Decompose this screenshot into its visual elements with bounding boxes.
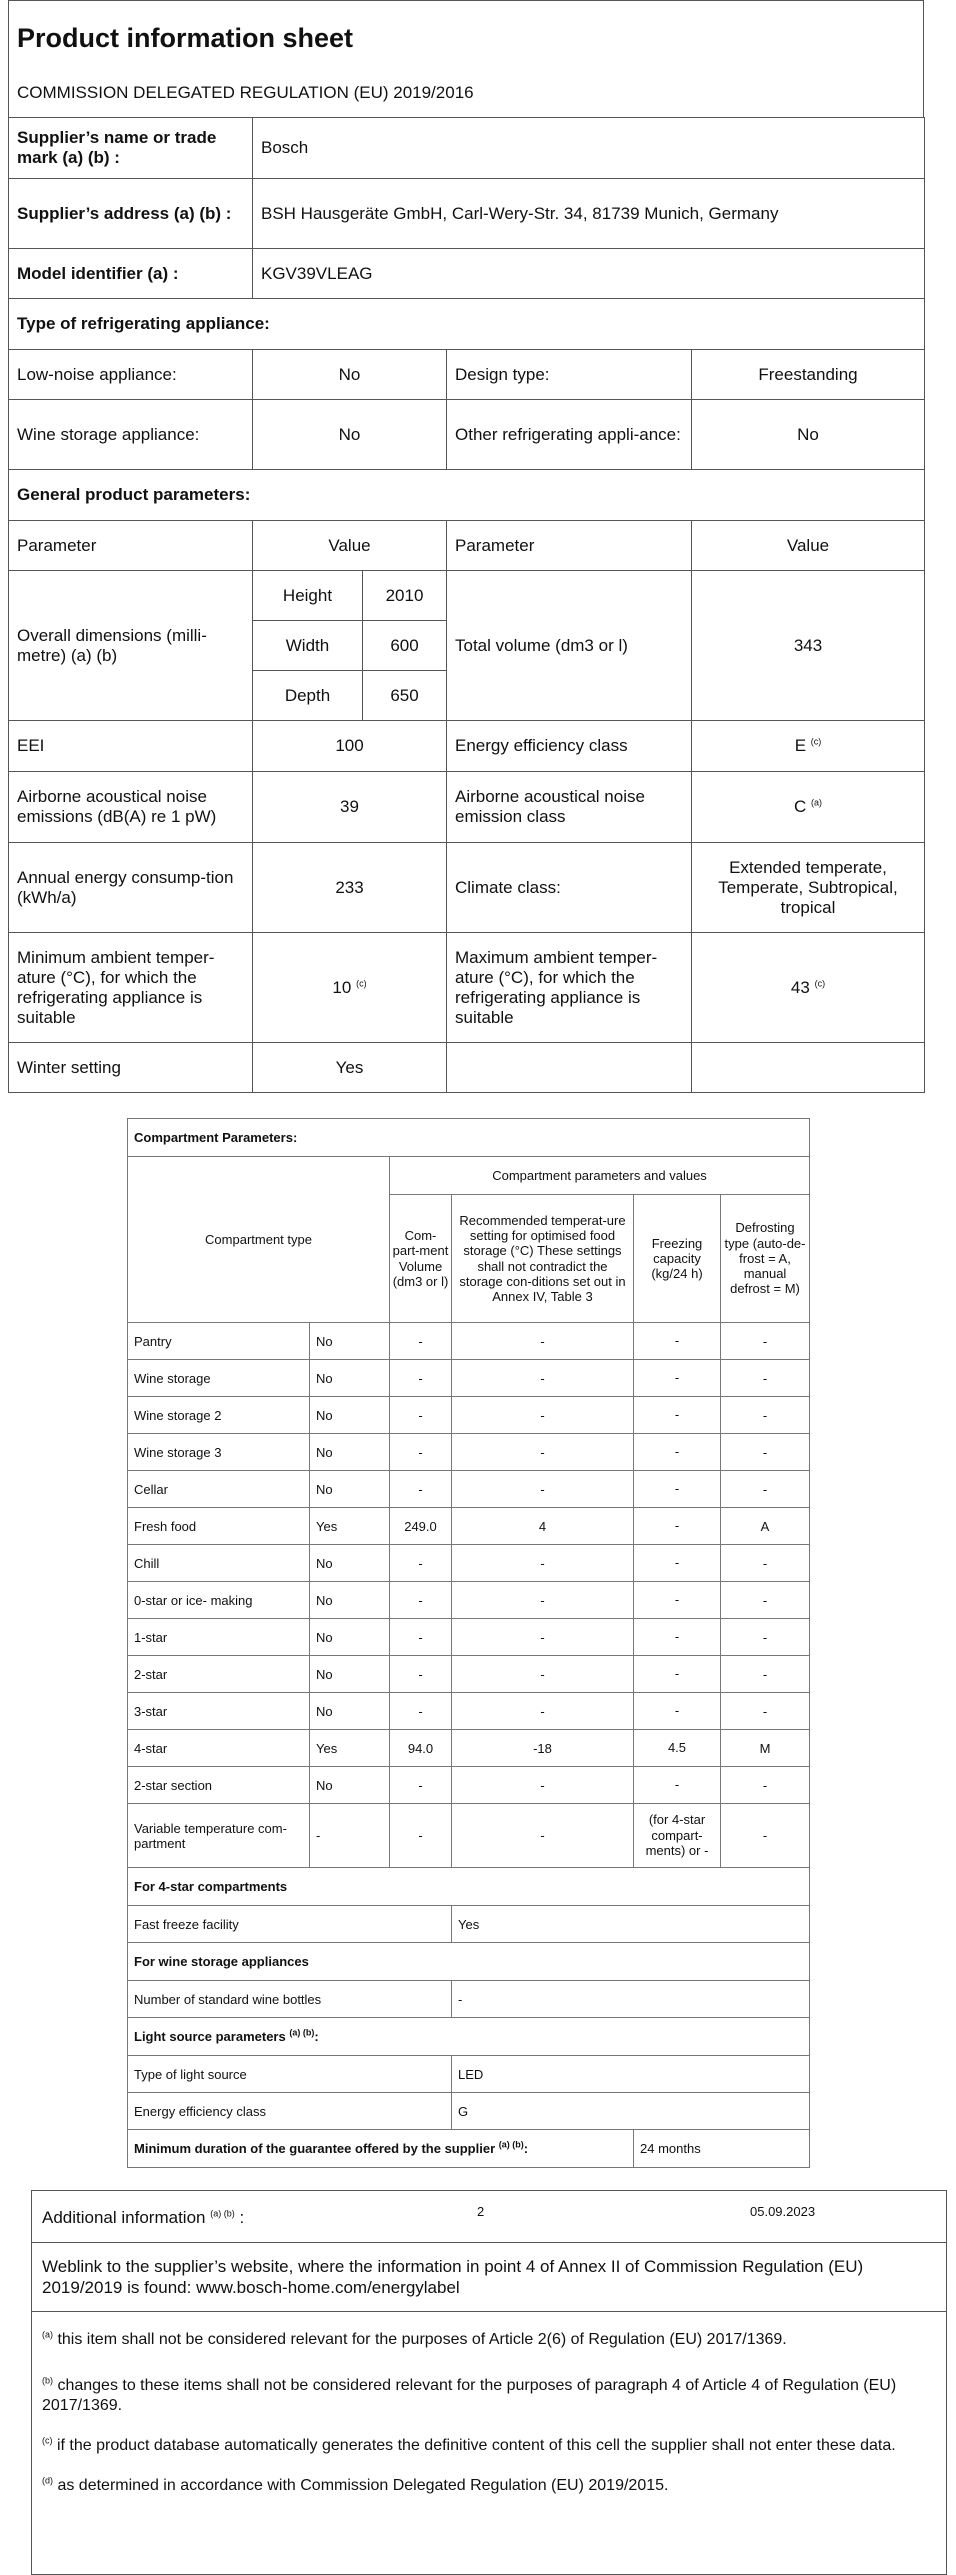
compartment-freezing: - <box>634 1434 721 1471</box>
footnote-d <box>42 2476 936 2496</box>
compartment-present: No <box>310 1582 390 1619</box>
compartment-name: 1-star <box>128 1619 310 1656</box>
compartment-name: Fresh food <box>128 1508 310 1545</box>
compartment-volume: 249.0 <box>390 1508 452 1545</box>
noise-class-label: Airborne acoustical noise emission class <box>447 772 692 843</box>
compartment-volume: - <box>390 1397 452 1434</box>
compartment-volume: 94.0 <box>390 1730 452 1767</box>
footnote-a-mark: (a) <box>42 2329 53 2340</box>
footnote-b-text: changes to these items shall not be considered relevant for the purposes of paragraph 4 of Article 4 of Regulation (EU) 2017/1369. <box>42 2377 897 2414</box>
min-temperature-label: Minimum ambient temper-ature (°C), for which the refrigerating appliance is suitable <box>9 933 253 1043</box>
fast-freeze-row <box>128 1906 810 1943</box>
supplier-address-row <box>9 179 925 249</box>
wine-storage-label: Wine storage appliance: <box>9 400 253 470</box>
winter-setting-label: Winter setting <box>9 1043 253 1093</box>
model-identifier-value: KGV39VLEAG <box>253 249 925 299</box>
compartment-volume: - <box>390 1323 452 1360</box>
dimensions-row <box>9 571 925 621</box>
noise-emissions-value: 39 <box>253 772 447 843</box>
compartment-name: 2-star <box>128 1656 310 1693</box>
wine-bottles-value: - <box>452 1981 810 2018</box>
guarantee-label: Minimum duration of the guarantee offered by the supplier <box>134 2141 496 2156</box>
footnote-c-mark: (c) <box>42 2435 53 2446</box>
height-value: 2010 <box>363 571 447 621</box>
compartment-volume: - <box>390 1360 452 1397</box>
compartment-present: No <box>310 1434 390 1471</box>
light-source-heading-cell: Light source parameters $^{(a) (b)}$: <box>128 2018 810 2056</box>
compartment-freezing: - <box>634 1656 721 1693</box>
compartment-defrost: - <box>721 1545 810 1582</box>
compartment-temp: 4 <box>452 1508 634 1545</box>
compartment-temp: - <box>452 1397 634 1434</box>
compartment-name: Wine storage 3 <box>128 1434 310 1471</box>
compartment-temp: - <box>452 1323 634 1360</box>
footnote-b-mark: (b) <box>42 2375 53 2386</box>
width-value: 600 <box>363 621 447 671</box>
temperature-header: Recommended temperat-ure setting for optimised food storage (°C) These settings shall not contradict the storage con-ditions set out in Annex IV, Table 3 <box>452 1195 634 1323</box>
min-temperature-cell <box>253 933 447 1043</box>
compartment-freezing: (for 4-star compart-ments) or - <box>634 1804 721 1868</box>
annual-energy-label: Annual energy consump-tion (kWh/a) <box>9 843 253 933</box>
light-type-value: LED <box>452 2056 810 2093</box>
noise-row <box>9 772 925 843</box>
footnote-d-text: as determined in accordance with Commission Delegated Regulation (EU) 2019/2015. <box>57 2477 669 2494</box>
wine-bottles-row <box>128 1981 810 2018</box>
parameter-column-header-2: Parameter <box>447 521 692 571</box>
compartment-present: - <box>310 1804 390 1868</box>
compartment-defrost: - <box>721 1767 810 1804</box>
supplier-address-label: Supplier’s address (a) (b) : <box>9 179 253 249</box>
additional-info-header-row <box>32 2191 947 2243</box>
compartment-name: Chill <box>128 1545 310 1582</box>
page-title: Product information sheet <box>17 23 354 53</box>
compartment-name: 3-star <box>128 1693 310 1730</box>
additional-information-box <box>31 2190 947 2575</box>
eei-value: 100 <box>253 721 447 772</box>
additional-info-label-wrap: Additional information $^{(a) (b)}$ : <box>42 2208 245 2227</box>
compartment-temp: - <box>452 1804 634 1868</box>
other-appliance-value: No <box>692 400 925 470</box>
compartment-present: No <box>310 1360 390 1397</box>
light-source-notes: (a) (b) <box>289 2027 315 2038</box>
additional-info-label: Additional information <box>42 2208 206 2227</box>
other-appliance-label: Other refrigerating appli-ance: <box>447 400 692 470</box>
weblink-text: Weblink to the supplier’s website, where the information in point 4 of Annex II of Commission Regulation (EU) 2019/2019 is found: www.bosch-home.com/energylabel <box>32 2243 947 2312</box>
compartment-row <box>128 1323 810 1360</box>
winter-setting-value: Yes <box>253 1043 447 1093</box>
energy-class-note: (c) <box>810 736 822 747</box>
compartment-row <box>128 1508 810 1545</box>
compartment-defrost: - <box>721 1397 810 1434</box>
compartment-heading-row <box>128 1119 810 1157</box>
compartment-freezing: 4.5 <box>634 1730 721 1767</box>
compartment-freezing: - <box>634 1619 721 1656</box>
compartment-name: 4-star <box>128 1730 310 1767</box>
compartment-defrost: - <box>721 1619 810 1656</box>
compartment-row <box>128 1619 810 1656</box>
compartment-row <box>128 1804 810 1868</box>
max-temperature-cell <box>692 933 925 1043</box>
max-temperature-note: (c) <box>814 977 826 988</box>
model-identifier-label: Model identifier (a) : <box>9 249 253 299</box>
compartment-row <box>128 1397 810 1434</box>
footnote-a-text: this item shall not be considered relevant for the purposes of Article 2(6) of Regulation (EU) 2017/1369. <box>57 2331 787 2348</box>
compartment-temp: - <box>452 1656 634 1693</box>
value-column-header-2: Value <box>692 521 925 571</box>
product-information-sheet <box>8 0 924 1093</box>
noise-class-value: C <box>793 797 807 816</box>
parameter-column-header: Parameter <box>9 521 253 571</box>
compartment-row <box>128 1730 810 1767</box>
supplier-name-row <box>9 118 925 179</box>
appliance-type-heading-row <box>9 299 925 350</box>
compartment-defrost: - <box>721 1360 810 1397</box>
min-temperature-note: (c) <box>356 977 367 988</box>
low-noise-row <box>9 350 925 400</box>
depth-value: 650 <box>363 671 447 721</box>
compartment-defrost: A <box>721 1508 810 1545</box>
compartment-temp: - <box>452 1582 634 1619</box>
energy-class-label: Energy efficiency class <box>447 721 692 772</box>
compartment-volume: - <box>390 1582 452 1619</box>
compartment-name: Variable temperature com-partment <box>128 1804 310 1868</box>
compartment-defrost: - <box>721 1434 810 1471</box>
compartment-temp: - <box>452 1434 634 1471</box>
compartment-temp: - <box>452 1619 634 1656</box>
compartment-temp: - <box>452 1471 634 1508</box>
compartment-temp: - <box>452 1693 634 1730</box>
total-volume-value: 343 <box>692 571 925 721</box>
compartment-temp: - <box>452 1767 634 1804</box>
compartment-freezing: - <box>634 1693 721 1730</box>
additional-info-notes: (a) (b) <box>210 2208 235 2219</box>
compartment-name: 2-star section <box>128 1767 310 1804</box>
compartment-row <box>128 1360 810 1397</box>
compartment-defrost: - <box>721 1693 810 1730</box>
footnotes <box>32 2312 947 2575</box>
general-parameters-heading: General product parameters: <box>9 470 925 521</box>
compartment-row <box>128 1656 810 1693</box>
compartment-present: Yes <box>310 1508 390 1545</box>
light-type-row <box>128 2056 810 2093</box>
light-class-label: Energy efficiency class <box>128 2093 452 2130</box>
min-temperature-value: 10 <box>332 977 352 997</box>
page-number: 2 <box>477 2204 485 2219</box>
compartment-present: No <box>310 1397 390 1434</box>
compartment-volume: - <box>390 1656 452 1693</box>
compartment-defrost: - <box>721 1656 810 1693</box>
compartment-defrost: - <box>721 1471 810 1508</box>
compartment-volume: - <box>390 1693 452 1730</box>
compartment-parameters-heading: Compartment Parameters: <box>128 1119 810 1157</box>
fast-freeze-value: Yes <box>452 1906 810 1943</box>
sheet-date: 05.09.2023 <box>750 2204 816 2219</box>
light-class-value: G <box>452 2093 810 2130</box>
compartment-present: No <box>310 1656 390 1693</box>
design-type-value: Freestanding <box>692 350 925 400</box>
compartment-present: No <box>310 1471 390 1508</box>
appliance-type-heading: Type of refrigerating appliance: <box>9 299 925 350</box>
volume-header: Com-part-ment Volume (dm3 or l) <box>390 1195 452 1323</box>
supplier-name-label: Supplier’s name or trade mark (a) (b) : <box>9 118 253 179</box>
energy-class-cell <box>692 721 925 772</box>
compartment-volume: - <box>390 1619 452 1656</box>
guarantee-notes: (a) (b) <box>498 2139 524 2150</box>
wine-storage-value: No <box>253 400 447 470</box>
empty-cell <box>447 1043 692 1093</box>
compartment-volume: - <box>390 1545 452 1582</box>
compartment-present: No <box>310 1693 390 1730</box>
compartment-parameters-table <box>127 1118 810 2168</box>
footnote-c-text: if the product database automatically generates the definitive content of this cell the supplier shall not enter these data. <box>56 2437 896 2454</box>
total-volume-label: Total volume (dm3 or l) <box>447 571 692 721</box>
four-star-heading-row <box>128 1868 810 1906</box>
compartment-row <box>128 1693 810 1730</box>
compartment-name: 0-star or ice- making <box>128 1582 310 1619</box>
regulation-reference: COMMISSION DELEGATED REGULATION (EU) 2019/2016 <box>17 83 474 102</box>
eei-row <box>9 721 925 772</box>
guarantee-row <box>128 2130 810 2168</box>
ambient-temperature-row <box>9 933 925 1043</box>
general-parameters-table <box>8 117 925 1093</box>
light-class-row <box>128 2093 810 2130</box>
fast-freeze-label: Fast freeze facility <box>128 1906 452 1943</box>
compartment-present: Yes <box>310 1730 390 1767</box>
sheet-header <box>8 0 924 118</box>
compartment-present: No <box>310 1619 390 1656</box>
low-noise-value: No <box>253 350 447 400</box>
compartment-freezing: - <box>634 1545 721 1582</box>
four-star-heading: For 4-star compartments <box>128 1868 810 1906</box>
climate-class-value: Extended temperate, Temperate, Subtropical, tropical <box>692 843 925 933</box>
empty-cell <box>692 1043 925 1093</box>
compartment-name: Cellar <box>128 1471 310 1508</box>
footnote-d-mark: (d) <box>42 2475 53 2486</box>
freezing-capacity-header: Freezing capacity (kg/24 h) <box>634 1195 721 1323</box>
value-column-header: Value <box>253 521 447 571</box>
compartment-name: Wine storage 2 <box>128 1397 310 1434</box>
depth-label: Depth <box>253 671 363 721</box>
overall-dimensions-label: Overall dimensions (milli-metre) (a) (b) <box>9 571 253 721</box>
compartment-temp: -18 <box>452 1730 634 1767</box>
footnote-c <box>42 2436 936 2456</box>
noise-class-cell <box>692 772 925 843</box>
wine-heading-row <box>128 1943 810 1981</box>
model-identifier-row <box>9 249 925 299</box>
compartment-rows <box>128 1323 810 1868</box>
compartment-freezing: - <box>634 1582 721 1619</box>
winter-setting-row <box>9 1043 925 1093</box>
light-source-heading: Light source parameters <box>134 2029 286 2044</box>
compartment-freezing: - <box>634 1767 721 1804</box>
compartment-present: No <box>310 1323 390 1360</box>
wine-storage-heading: For wine storage appliances <box>128 1943 810 1981</box>
compartment-row <box>128 1582 810 1619</box>
supplier-name-value: Bosch <box>253 118 925 179</box>
max-temperature-label: Maximum ambient temper-ature (°C), for which the refrigerating appliance is suitable <box>447 933 692 1043</box>
wine-bottles-label: Number of standard wine bottles <box>128 1981 452 2018</box>
compartment-freezing: - <box>634 1508 721 1545</box>
compartment-defrost: M <box>721 1730 810 1767</box>
footnote-b <box>42 2376 936 2416</box>
compartment-volume: - <box>390 1804 452 1868</box>
design-type-label: Design type: <box>447 350 692 400</box>
compartment-present: No <box>310 1767 390 1804</box>
compartment-freezing: - <box>634 1471 721 1508</box>
guarantee-label-cell: Minimum duration of the guarantee offered by the supplier $^{(a) (b)}$: <box>128 2130 634 2168</box>
annual-energy-row <box>9 843 925 933</box>
noise-class-note: (a) <box>811 797 822 808</box>
climate-class-label: Climate class: <box>447 843 692 933</box>
compartment-volume: - <box>390 1471 452 1508</box>
compartment-volume: - <box>390 1767 452 1804</box>
compartment-name: Wine storage <box>128 1360 310 1397</box>
guarantee-value: 24 months <box>634 2130 810 2168</box>
compartment-row <box>128 1545 810 1582</box>
height-label: Height <box>253 571 363 621</box>
compartment-defrost: - <box>721 1323 810 1360</box>
noise-emissions-label: Airborne acoustical noise emissions (dB(A) re 1 pW) <box>9 772 253 843</box>
compartment-row <box>128 1434 810 1471</box>
compartment-row <box>128 1767 810 1804</box>
compartment-defrost: - <box>721 1804 810 1868</box>
column-header-row <box>9 521 925 571</box>
weblink-row <box>32 2243 947 2312</box>
compartment-freezing: - <box>634 1397 721 1434</box>
compartment-name: Pantry <box>128 1323 310 1360</box>
supplier-address-value: BSH Hausgeräte GmbH, Carl-Wery-Str. 34, 81739 Munich, Germany <box>253 179 925 249</box>
defrosting-type-header: Defrosting type (auto-de-frost = A, manual defrost = M) <box>721 1195 810 1323</box>
eei-label: EEI <box>9 721 253 772</box>
light-type-label: Type of light source <box>128 2056 452 2093</box>
compartment-row <box>128 1471 810 1508</box>
compartment-present: No <box>310 1545 390 1582</box>
compartment-group-header-row <box>128 1157 810 1195</box>
compartment-type-header: Compartment type <box>128 1157 390 1323</box>
width-label: Width <box>253 621 363 671</box>
compartment-volume: - <box>390 1434 452 1471</box>
compartment-defrost: - <box>721 1582 810 1619</box>
compartment-temp: - <box>452 1545 634 1582</box>
compartment-freezing: - <box>634 1323 721 1360</box>
additional-info-header <box>32 2191 947 2243</box>
max-temperature-value: 43 <box>790 977 810 997</box>
wine-storage-row <box>9 400 925 470</box>
general-heading-row <box>9 470 925 521</box>
compartment-freezing: - <box>634 1360 721 1397</box>
low-noise-label: Low-noise appliance: <box>9 350 253 400</box>
compartment-values-header: Compartment parameters and values <box>390 1157 810 1195</box>
light-heading-row <box>128 2018 810 2056</box>
annual-energy-value: 233 <box>253 843 447 933</box>
footnote-a <box>42 2330 936 2350</box>
footnotes-row <box>32 2312 947 2575</box>
compartment-temp: - <box>452 1360 634 1397</box>
energy-class-value: E <box>794 736 807 755</box>
